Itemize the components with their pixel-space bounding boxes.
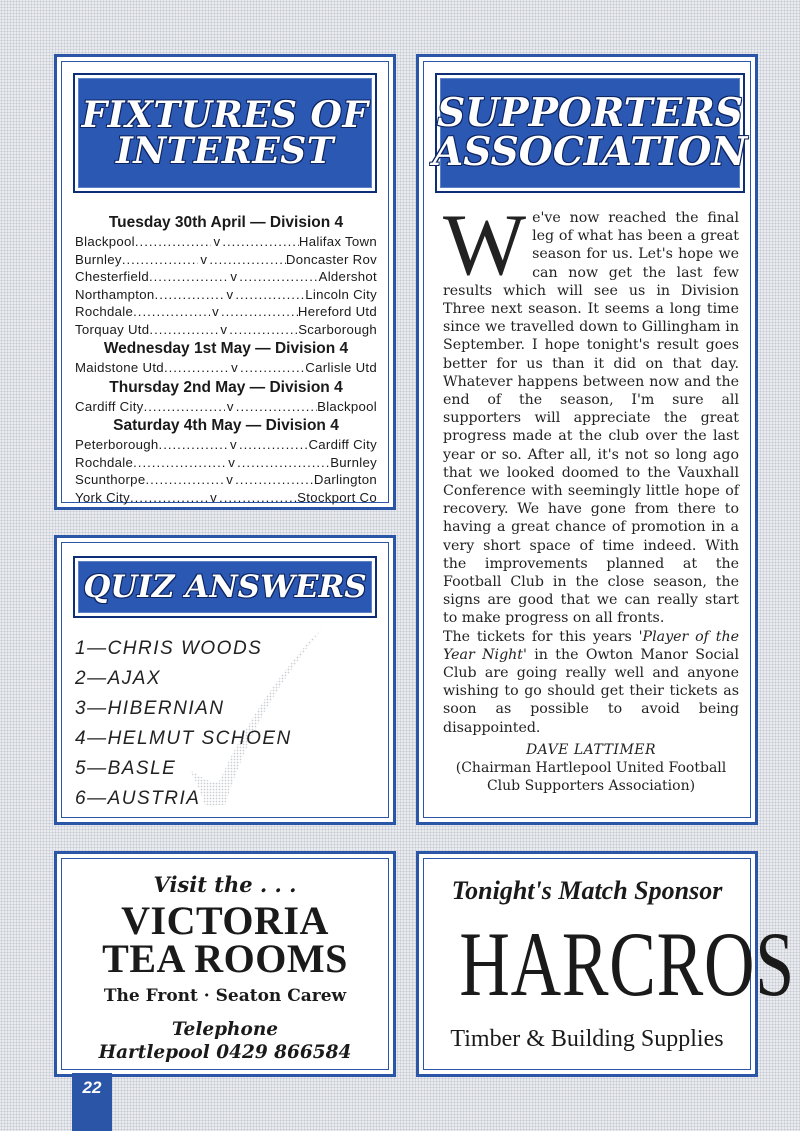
fixture-home-team: Scunthorpe xyxy=(75,472,146,488)
fixture-versus: v xyxy=(210,489,218,505)
fixture-home-team: Northampton xyxy=(75,286,155,302)
fixture-row xyxy=(75,321,377,339)
ad-visit-text: Visit the . . . xyxy=(153,872,297,897)
fixture-away-team: Hereford Utd xyxy=(297,304,377,320)
leader-dots xyxy=(145,472,224,487)
fixture-row xyxy=(75,436,377,454)
fixture-home-team: Blackpool xyxy=(75,234,135,250)
ad-name-line2: TEA ROOMS xyxy=(102,936,348,981)
ad-address: The Front · Seaton Carew xyxy=(103,986,347,1006)
page-number: 22 xyxy=(72,1073,112,1103)
leader-dots xyxy=(159,437,229,452)
ad-telephone xyxy=(57,1018,393,1064)
sponsor-name: HARCROS xyxy=(459,913,795,1015)
ad-tel-number: Hartlepool 0429 866584 xyxy=(98,1042,352,1063)
fixture-away-team: Lincoln City xyxy=(305,286,377,302)
fixture-away-team: Cardiff City xyxy=(308,437,378,453)
fixture-row xyxy=(75,489,377,507)
fixture-day-heading: Thursday 2nd May — Division 4 xyxy=(109,378,343,396)
sponsor-label: Tonight's Match Sponsor xyxy=(451,876,723,905)
quiz-answer: 2—AJAX xyxy=(75,668,162,689)
leader-dots xyxy=(239,269,318,284)
fixture-row xyxy=(75,359,377,377)
leader-dots xyxy=(130,490,208,505)
fixture-home-team: Cardiff City xyxy=(75,398,144,414)
fixture-row xyxy=(75,233,377,251)
fixtures-title-line2: INTEREST xyxy=(115,130,335,172)
fixture-home-team: York City xyxy=(75,489,130,505)
fixture-home-team: Chesterfield xyxy=(75,269,149,285)
fixture-home-team: Burnley xyxy=(75,251,122,267)
fixtures-banner xyxy=(73,73,377,193)
fixture-row xyxy=(75,251,377,269)
signature xyxy=(443,741,739,795)
fixture-versus: v xyxy=(226,286,234,302)
fixture-versus: v xyxy=(230,437,237,453)
quiz-answer: 1—CHRIS WOODS xyxy=(75,638,263,659)
signature-role: (Chairman Hartlepool United Football Club Supporters Association) xyxy=(455,759,727,794)
quiz-answer: 3—HIBERNIAN xyxy=(75,698,225,719)
supporters-title-line1: SUPPORTERS xyxy=(437,90,743,136)
fixture-row xyxy=(75,268,377,286)
signature-name: DAVE LATTIMER xyxy=(525,741,657,758)
page-number-strip xyxy=(72,1103,112,1131)
quiz-answers-list xyxy=(75,634,375,814)
fixture-away-team: Blackpool xyxy=(317,398,377,414)
leader-dots xyxy=(235,287,305,302)
leader-dots xyxy=(209,252,286,267)
article-paragraph-1: e've now reached the final leg of what has been a great season for us. Let's hope we can now get the last few results which will see us in Division Three next season. It seems a long time since we travelled down to Gillingham in September. I hope tonight's result goes better for us than it did on that day. Whatever happens between now and the end of the season, I'm sure all supporters will appreciate the great progress made at the club over the last year or so. After all, it's not so long ago that we looked doomed to the Vauxhall Conference with seemingly little hope of recovery. We have gone from there to having a great chance of promotion in a very short space of time indeed. With the improvements planned at the Football Club in the close season, the signs are good that we can really start to make progress on all fronts. xyxy=(443,210,739,627)
leader-dots xyxy=(237,455,330,470)
quiz-answer: 5—BASLE xyxy=(75,758,177,779)
leader-dots xyxy=(133,304,210,319)
ad-business-name xyxy=(57,898,393,981)
quiz-answer: 4—HELMUT SCHOEN xyxy=(75,728,292,749)
fixture-versus: v xyxy=(230,269,238,285)
leader-dots xyxy=(164,360,229,375)
fixture-home-team: Peterborough xyxy=(75,437,159,453)
supporters-title-line2: ASSOCIATION xyxy=(433,129,747,175)
fixture-row xyxy=(75,398,377,416)
fixture-home-team: Rochdale xyxy=(75,454,134,470)
fixture-home-team: Rochdale xyxy=(75,304,134,320)
leader-dots xyxy=(239,437,309,452)
fixture-versus: v xyxy=(220,321,228,337)
leader-dots xyxy=(219,490,297,505)
fixture-away-team: Stockport Co xyxy=(297,489,377,505)
fixture-row xyxy=(75,471,377,489)
fixture-versus: v xyxy=(228,454,236,470)
leader-dots xyxy=(135,234,212,249)
fixture-home-team: Torquay Utd xyxy=(75,321,150,337)
supporters-banner xyxy=(435,73,745,193)
fixture-away-team: Aldershot xyxy=(318,269,378,285)
leader-dots xyxy=(133,455,226,470)
para2-before: The tickets for this years xyxy=(443,628,639,645)
fixture-away-team: Burnley xyxy=(330,454,378,470)
leader-dots xyxy=(155,287,225,302)
fixtures-title-line1: FIXTURES OF xyxy=(81,94,369,136)
quiz-banner xyxy=(73,556,377,618)
fixture-row xyxy=(75,286,377,304)
para2-after: in the Owton Manor Social Club are going really well and anyone wishing to go should get their tickets as soon as possible to avoid being disappointed. xyxy=(443,646,739,736)
victoria-ad xyxy=(54,851,396,1077)
leader-dots xyxy=(235,472,314,487)
fixtures-panel xyxy=(54,54,396,510)
fixture-away-team: Darlington xyxy=(313,472,378,488)
article-paragraph-2 xyxy=(443,628,739,737)
fixture-home-team: Maidstone Utd xyxy=(75,360,164,376)
fixture-row xyxy=(75,303,377,321)
fixture-away-team: Scarborough xyxy=(298,321,377,337)
fixture-row xyxy=(75,454,377,472)
leader-dots xyxy=(229,322,298,337)
leader-dots xyxy=(149,269,228,284)
leader-dots xyxy=(222,234,299,249)
fixture-day-heading: Saturday 4th May — Division 4 xyxy=(113,417,339,434)
quiz-panel xyxy=(54,535,396,825)
ad-name-line1: VICTORIA xyxy=(121,898,329,943)
leader-dots xyxy=(240,360,305,375)
leader-dots xyxy=(144,399,225,414)
quiz-answer: 6—AUSTRIA xyxy=(75,788,201,809)
supporters-article xyxy=(443,197,740,795)
ad-tel-label: Telephone xyxy=(171,1019,279,1040)
fixture-versus: v xyxy=(200,251,208,267)
fixture-away-team: Doncaster Rov xyxy=(285,251,378,267)
fixture-versus: v xyxy=(231,360,239,376)
fixture-versus: v xyxy=(213,234,221,250)
leader-dots xyxy=(149,322,218,337)
fixture-versus: v xyxy=(212,304,219,320)
harcros-ad xyxy=(416,851,795,1077)
quiz-title: QUIZ ANSWERS xyxy=(83,568,367,605)
supporters-panel xyxy=(416,54,758,825)
drop-cap: W xyxy=(443,197,527,294)
fixture-day-heading: Tuesday 30th April — Division 4 xyxy=(108,214,344,231)
sponsor-subtitle: Timber & Building Supplies xyxy=(450,1026,724,1052)
leader-dots xyxy=(122,252,199,267)
fixture-away-team: Halifax Town xyxy=(298,234,378,250)
leader-dots xyxy=(236,399,317,414)
fixture-day-heading: Wednesday 1st May — Division 4 xyxy=(103,340,349,357)
fixture-versus: v xyxy=(226,472,234,488)
fixture-versus: v xyxy=(226,398,234,414)
para2-event-name: 'Player of the Year Night' xyxy=(443,628,740,663)
leader-dots xyxy=(221,304,298,319)
fixtures-list xyxy=(75,212,377,506)
fixture-away-team: Carlisle Utd xyxy=(305,360,378,376)
